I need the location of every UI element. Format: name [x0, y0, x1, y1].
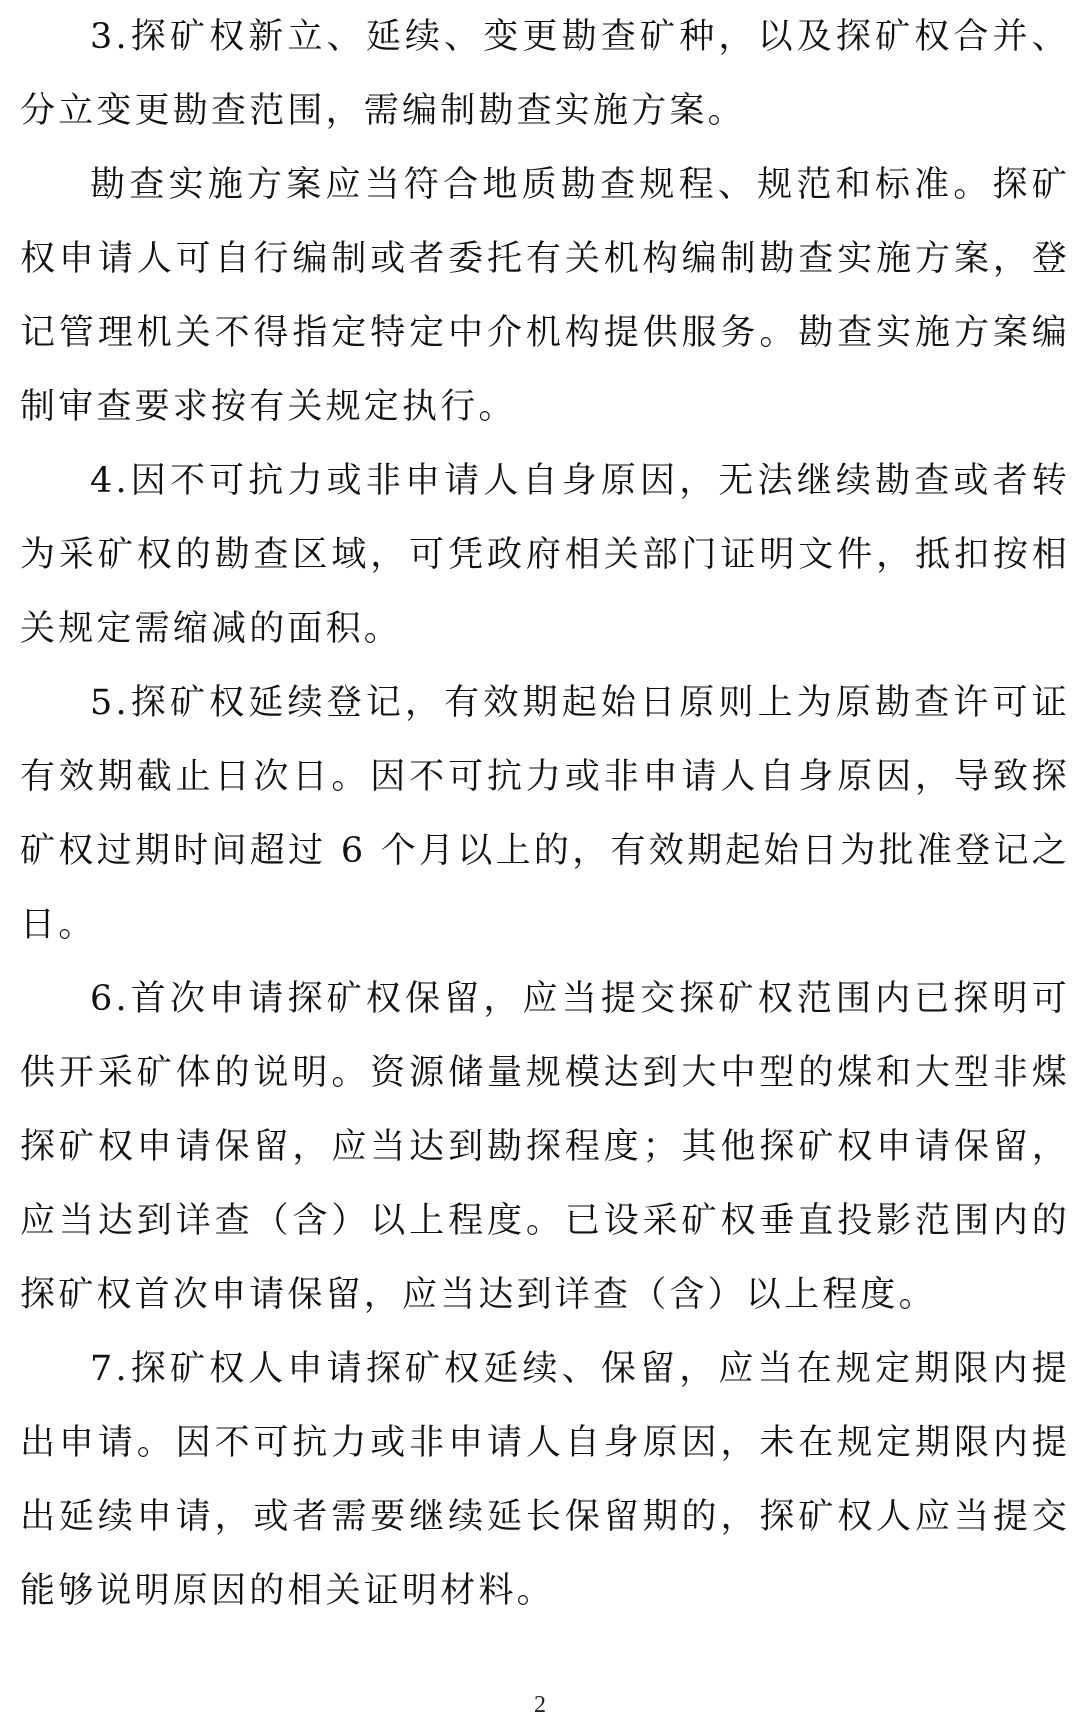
paragraph-implementation-plan: 勘查实施方案应当符合地质勘查规程、规范和标准。探矿权申请人可自行编制或者委托有关机构编制勘查实施方案，登记管理机关不得指定特定中介机构提供服务。勘查实施方案编制审查要求按有关规定执行。: [20, 165, 1070, 427]
paragraph-item-7: 7.探矿权人申请探矿权延续、保留，应当在规定期限内提出申请。因不可抗力或非申请人自身原因，未在规定期限内提出延续申请，或者需要继续延长保留期的，探矿权人应当提交能够说明原因的相关证明材料。: [20, 1349, 1070, 1611]
paragraph-item-3: 3.探矿权新立、延续、变更勘查矿种，以及探矿权合并、分立变更勘查范围，需编制勘查实施方案。: [20, 17, 1070, 131]
paragraph-item-6: 6.首次申请探矿权保留，应当提交探矿权范围内已探明可供开采矿体的说明。资源储量规模达到大中型的煤和大型非煤探矿权申请保留，应当达到勘探程度；其他探矿权申请保留，应当达到详查（含）以上程度。已设采矿权垂直投影范围内的探矿权首次申请保留，应当达到详查（含）以上程度。: [20, 979, 1070, 1315]
paragraph-item-4: 4.因不可抗力或非申请人自身原因，无法继续勘查或者转为采矿权的勘查区域，可凭政府相关部门证明文件，抵扣按相关规定需缩减的面积。: [20, 461, 1070, 649]
paragraph-item-5: 5.探矿权延续登记，有效期起始日原则上为原勘查许可证有效期截止日次日。因不可抗力或非申请人自身原因，导致探矿权过期时间超过 6 个月以上的，有效期起始日为批准登记之日。: [20, 683, 1070, 945]
page-number: 2: [534, 1692, 546, 1718]
document-page: [20, 0, 1070, 1728]
